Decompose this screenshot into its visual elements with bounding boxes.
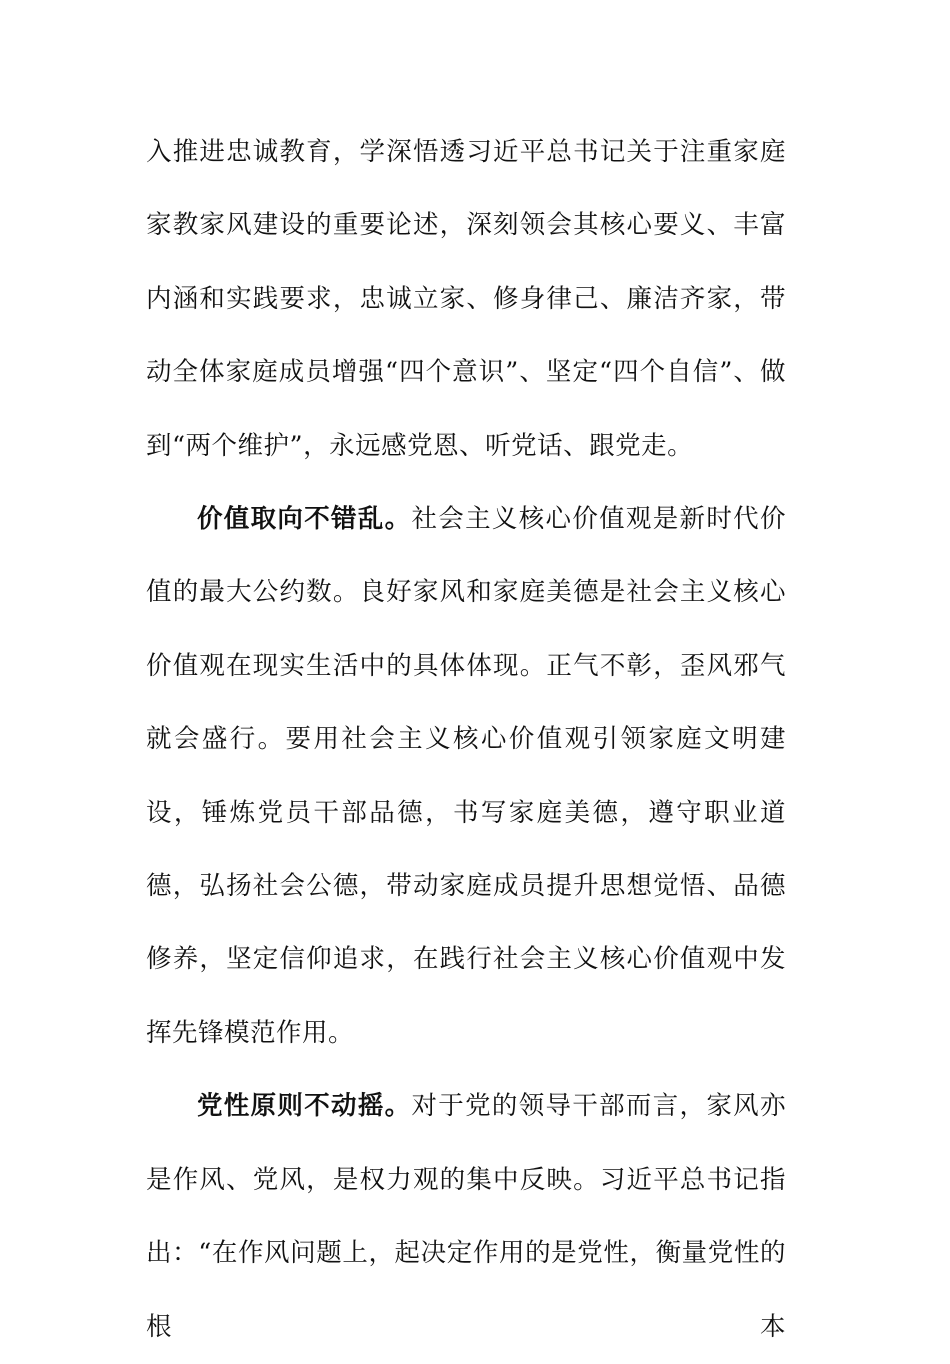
paragraph-1 [146, 116, 786, 483]
paragraph-3-body: 对于党的领导干部而言，家风亦是作风、党风，是权力观的集中反映。习近平总书记指出：“在作风问题上，起决定作用的是党性，衡量党性的根本 [146, 1091, 786, 1342]
paragraph-3-heading: 党性原则不动摇。 [197, 1091, 412, 1122]
document-body [146, 116, 786, 1364]
paragraph-2-heading: 价值取向不错乱。 [197, 504, 412, 535]
paragraph-3 [146, 1070, 786, 1364]
paragraph-2-body: 社会主义核心价值观是新时代价值的最大公约数。良好家风和家庭美德是社会主义核心价值观在现实生活中的具体体现。正气不彰，歪风邪气就会盛行。要用社会主义核心价值观引领家庭文明建设，锤炼党员干部品德，书写家庭美德，遵守职业道德，弘扬社会公德，带动家庭成员提升思想觉悟、品德修养，坚定信仰追求，在践行社会主义核心价值观中发挥先锋模范作用。 [146, 504, 786, 1048]
paragraph-1-body: 入推进忠诚教育，学深悟透习近平总书记关于注重家庭家教家风建设的重要论述，深刻领会其核心要义、丰富内涵和实践要求，忠诚立家、修身律己、廉洁齐家，带动全体家庭成员增强“四个意识”、坚定“四个自信”、做到“两个维护”，永远感党恩、听党话、跟党走。 [146, 137, 786, 461]
paragraph-2 [146, 483, 786, 1070]
